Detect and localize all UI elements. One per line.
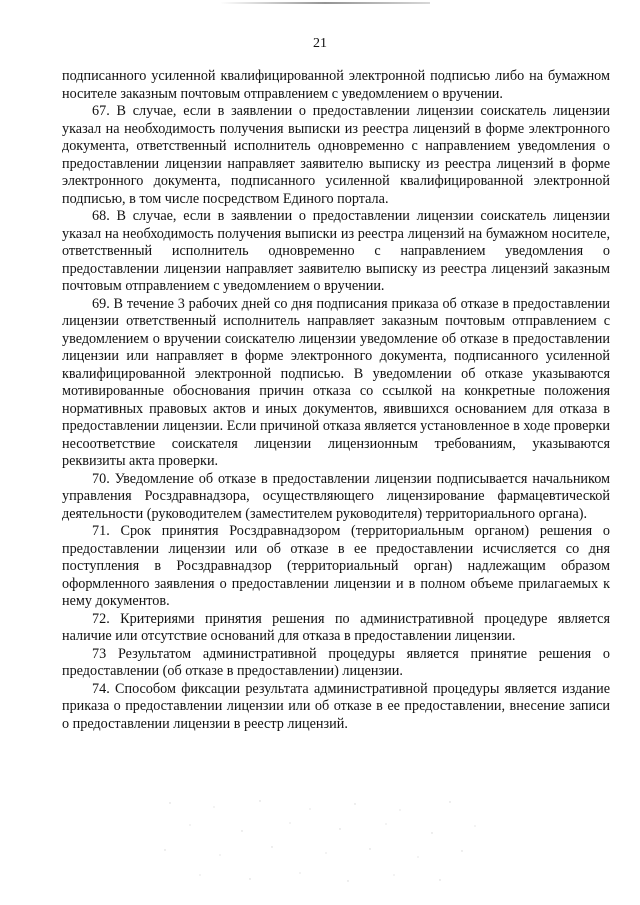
- paragraph-68: 68. В случае, если в заявлении о предоставлении лицензии соискатель лицензии указал на необходимость получения выписки из реестра лицензий на бумажном носителе, ответственный исполнитель одновременно с направлением уведомления о предоставлении лицензии направляет заявителю выписку из реестра лицензий заказным почтовым отправлением с уведомлением о вручении.: [62, 208, 610, 294]
- paragraph-67: 67. В случае, если в заявлении о предоставлении лицензии соискатель лицензии указал на необходимость получения выписки из реестра лицензий в форме электронного документа, ответственный исполнитель одновременно с направлением уведомления о предоставлении лицензии направляет заявителю выписку из реестра лицензий в форме электронного документа, подписанного усиленной квалифицированной электронной подписью, в том числе посредством Единого портала.: [62, 103, 610, 207]
- paragraph-71: 71. Срок принятия Росздравнадзором (территориальным органом) решения о предоставлении лицензии или об отказе в ее предоставлении исчисляется со дня поступления в Росздравнадзор (территориальный орган) надлежащим образом оформленного заявления о предоставлении лицензии и в полном объеме прилагаемых к нему документов.: [62, 523, 610, 609]
- paragraph-73: 73 Результатом административной процедуры является принятие решения о предоставлении (об отказе в предоставлении) лицензии.: [62, 645, 610, 679]
- scan-edge-mark: [220, 2, 430, 4]
- paragraph-69: 69. В течение 3 рабочих дней со дня подписания приказа об отказе в предоставлении лицензии ответственный исполнитель направляет заказным почтовым отправлением с уведомлением о вручении соискателю лицензии уведомление об отказе в предоставлении лицензии или направляет в форме электронного документа, подписанного усиленной квалифицированной электронной подписью. В уведомлении об отказе указываются мотивированные обоснования причин отказа со ссылкой на конкретные положения нормативных правовых актов и иных документов, явившихся основанием для отказа в предоставлении лицензии. Если причиной отказа является установленное в ходе проверки несоответствие соискателя лицензии лицензионным требованиям, указываются реквизиты акта проверки.: [62, 295, 610, 469]
- paragraph-74: 74. Способом фиксации результата административной процедуры является издание приказа о предоставлении лицензии или об отказе в ее предоставлении, внесение записи о предоставлении лицензии в реестр лицензий.: [62, 680, 610, 732]
- scan-noise: [150, 795, 490, 885]
- paragraph-continuation: подписанного усиленной квалифицированной электронной подписью либо на бумажном носителе заказным почтовым отправлением с уведомлением о вручении.: [62, 68, 610, 102]
- page-number: 21: [313, 36, 327, 51]
- paragraph-70: 70. Уведомление об отказе в предоставлении лицензии подписывается начальником управления Росздравнадзора, осуществляющего лицензирование фармацевтической деятельности (руководителем (заместителем руководителя) территориального органа).: [62, 470, 610, 522]
- document-body: [62, 68, 610, 733]
- paragraph-72: 72. Критериями принятия решения по административной процедуре является наличие или отсутствие оснований для отказа в предоставлении лицензии.: [62, 610, 610, 644]
